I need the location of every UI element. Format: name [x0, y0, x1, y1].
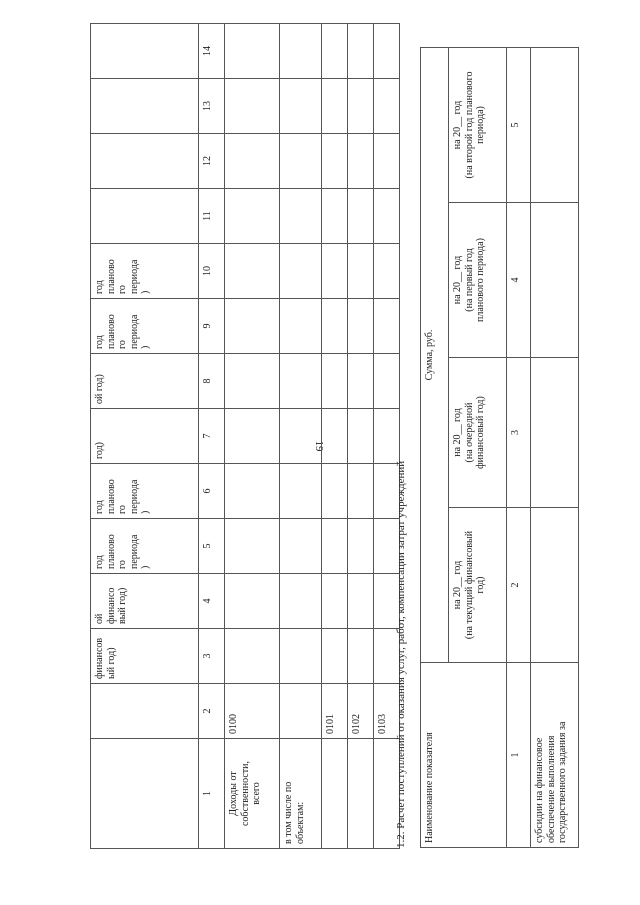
- header-cell: [91, 79, 199, 134]
- column-number: 4: [199, 574, 225, 629]
- sub-header: на 20__ год (на первый год планового периода): [449, 203, 507, 358]
- row-code: 0103: [374, 684, 400, 739]
- column-number: 3: [507, 358, 531, 508]
- row-code: [280, 684, 322, 739]
- column-number-row: [199, 24, 225, 849]
- row-label: Доходы от собственности, всего: [225, 739, 280, 849]
- header-cell: год планово го периода ): [91, 244, 199, 299]
- column-number: 10: [199, 244, 225, 299]
- column-number: 3: [199, 629, 225, 684]
- header-row: [421, 47, 449, 847]
- table-row: [348, 24, 374, 849]
- row-code: 0100: [225, 684, 280, 739]
- header-cell: финансов ый год): [91, 629, 199, 684]
- header-cell: ой финансо вый год): [91, 574, 199, 629]
- header-cell: год планово го периода ): [91, 464, 199, 519]
- column-number: 11: [199, 189, 225, 244]
- column-number: 12: [199, 134, 225, 189]
- row-label: [348, 739, 374, 849]
- header-cell: год планово го периода ): [91, 299, 199, 354]
- column-header-indicator: Наименование показателя: [421, 663, 507, 848]
- table-row: [280, 24, 322, 849]
- section-title: 1.2. Расчет поступлений от оказания услуг, работ, компенсации затрат учреждений: [395, 460, 407, 848]
- bottom-table: [420, 47, 579, 848]
- row-code: 0102: [348, 684, 374, 739]
- row-label: [322, 739, 348, 849]
- column-number: 9: [199, 299, 225, 354]
- column-number: 4: [507, 203, 531, 358]
- column-number: 8: [199, 354, 225, 409]
- column-number-row: [507, 47, 531, 847]
- header-cell: [91, 684, 199, 739]
- row-label: субсидии на финансовое обеспечение выполнения государственного задания за: [531, 663, 579, 848]
- sub-header: на 20__ год (на второй год планового периода): [449, 47, 507, 202]
- column-number: 5: [507, 47, 531, 202]
- column-number: 1: [199, 739, 225, 849]
- header-cell: год): [91, 409, 199, 464]
- column-number: 1: [507, 663, 531, 848]
- header-cell: [91, 739, 199, 849]
- top-table: [90, 23, 400, 849]
- column-number: 6: [199, 464, 225, 519]
- column-number: 2: [507, 508, 531, 663]
- column-number: 5: [199, 519, 225, 574]
- column-number: 14: [199, 24, 225, 79]
- row-code: 0101: [322, 684, 348, 739]
- sub-header: на 20__ год (на очередной финансовый год): [449, 358, 507, 508]
- column-number: 2: [199, 684, 225, 739]
- header-cell: [91, 134, 199, 189]
- header-cell: ой год): [91, 354, 199, 409]
- header-cell: год планово го периода ): [91, 519, 199, 574]
- header-cell: [91, 24, 199, 79]
- header-row: [91, 24, 199, 849]
- table-row: [225, 24, 280, 849]
- header-cell: [91, 189, 199, 244]
- column-number: 7: [199, 409, 225, 464]
- page-number: 19: [313, 440, 325, 452]
- column-number: 13: [199, 79, 225, 134]
- sub-header: на 20__ год (на текущий финансовый год): [449, 508, 507, 663]
- column-header-sum: Сумма, руб.: [421, 47, 449, 662]
- row-label: в том числе по объектам:: [280, 739, 322, 849]
- table-row: [322, 24, 348, 849]
- table-row: [531, 47, 579, 847]
